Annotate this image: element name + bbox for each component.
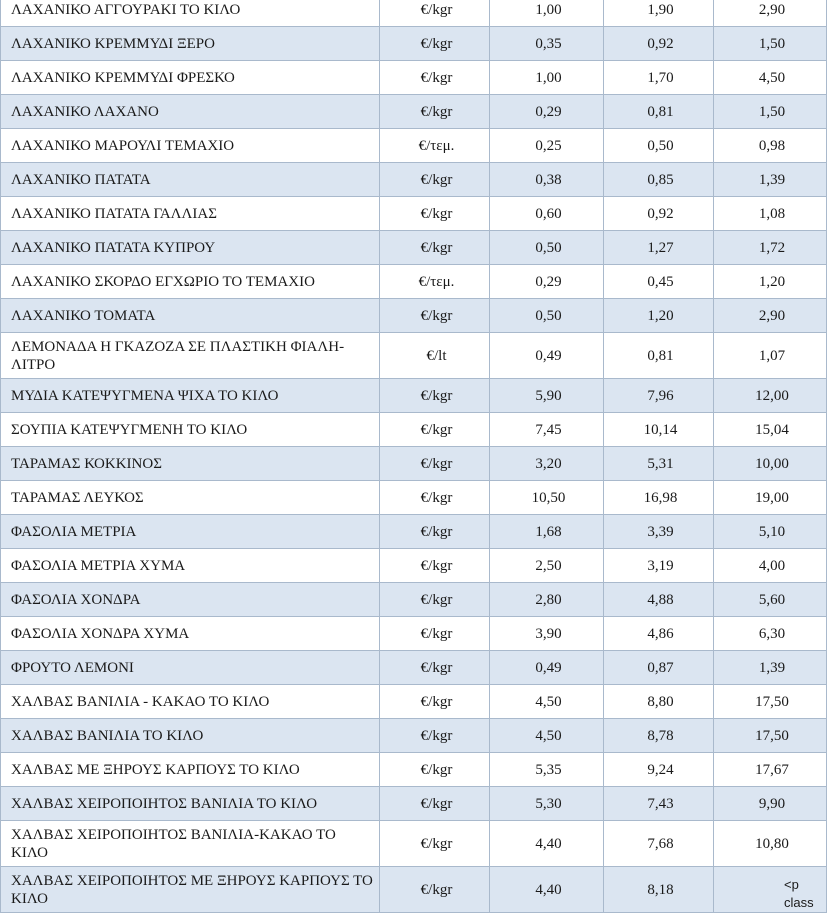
product-name-cell: ΦΑΣΟΛΙΑ ΧΟΝΔΡΑ: [1, 583, 380, 617]
avg-price-cell: 1,90: [604, 0, 714, 27]
max-price-cell: 17,50: [714, 719, 827, 753]
table-row: [1, 231, 827, 265]
table-row: [1, 617, 827, 651]
table-row: [1, 197, 827, 231]
min-price-cell: 2,80: [490, 583, 604, 617]
avg-price-cell: 0,81: [604, 333, 714, 379]
table-row: [1, 27, 827, 61]
avg-price-cell: 5,31: [604, 447, 714, 481]
unit-cell: €/kgr: [380, 867, 490, 913]
unit-cell: €/kgr: [380, 583, 490, 617]
avg-price-cell: 0,92: [604, 27, 714, 61]
unit-cell: €/kgr: [380, 651, 490, 685]
max-price-cell: 1,08: [714, 197, 827, 231]
unit-cell: €/kgr: [380, 163, 490, 197]
avg-price-cell: 0,85: [604, 163, 714, 197]
table-row: [1, 685, 827, 719]
unit-cell: €/kgr: [380, 299, 490, 333]
max-price-cell: 10,80: [714, 821, 827, 867]
min-price-cell: 3,20: [490, 447, 604, 481]
min-price-cell: 0,29: [490, 265, 604, 299]
max-price-cell: 17,50: [714, 685, 827, 719]
product-name-cell: ΛΑΧΑΝΙΚΟ ΤΟΜΑΤΑ: [1, 299, 380, 333]
unit-cell: €/kgr: [380, 753, 490, 787]
max-price-cell: 1,20: [714, 265, 827, 299]
product-name-cell: ΛΑΧΑΝΙΚΟ ΜΑΡΟΥΛΙ ΤΕΜΑΧΙΟ: [1, 129, 380, 163]
min-price-cell: 1,00: [490, 61, 604, 95]
max-price-cell: 19,00: [714, 481, 827, 515]
product-name-cell: ΧΑΛΒΑΣ ΧΕΙΡΟΠΟΙΗΤΟΣ ΒΑΝΙΛΙΑ-ΚΑΚΑΟ ΤΟ ΚΙΛΟ: [1, 821, 380, 867]
min-price-cell: 4,40: [490, 867, 604, 913]
max-price-cell: 9,90: [714, 787, 827, 821]
table-row: [1, 787, 827, 821]
min-price-cell: 5,35: [490, 753, 604, 787]
product-name-cell: ΧΑΛΒΑΣ ΒΑΝΙΛΙΑ - ΚΑΚΑΟ ΤΟ ΚΙΛΟ: [1, 685, 380, 719]
table-row: [1, 583, 827, 617]
table-row: [1, 549, 827, 583]
avg-price-cell: 7,43: [604, 787, 714, 821]
product-name-cell: ΛΑΧΑΝΙΚΟ ΠΑΤΑΤΑ ΚΥΠΡΟΥ: [1, 231, 380, 265]
max-price-cell: 1,39: [714, 163, 827, 197]
unit-cell: €/kgr: [380, 515, 490, 549]
avg-price-cell: 1,70: [604, 61, 714, 95]
max-price-cell: 4,00: [714, 549, 827, 583]
unit-cell: €/kgr: [380, 197, 490, 231]
avg-price-cell: 9,24: [604, 753, 714, 787]
avg-price-cell: 0,45: [604, 265, 714, 299]
avg-price-cell: 4,86: [604, 617, 714, 651]
table-row: [1, 299, 827, 333]
max-price-cell: 2,90: [714, 0, 827, 27]
min-price-cell: 0,50: [490, 231, 604, 265]
product-name-cell: ΦΑΣΟΛΙΑ ΜΕΤΡΙΑ: [1, 515, 380, 549]
product-name-cell: ΛΑΧΑΝΙΚΟ ΛΑΧΑΝΟ: [1, 95, 380, 129]
avg-price-cell: 0,87: [604, 651, 714, 685]
max-price-cell: 15,04: [714, 413, 827, 447]
table-row: [1, 481, 827, 515]
unit-cell: €/kgr: [380, 549, 490, 583]
table-row: [1, 265, 827, 299]
table-row: [1, 753, 827, 787]
min-price-cell: 0,38: [490, 163, 604, 197]
min-price-cell: 4,40: [490, 821, 604, 867]
min-price-cell: 1,00: [490, 0, 604, 27]
avg-price-cell: 1,20: [604, 299, 714, 333]
product-name-cell: ΜΥΔΙΑ ΚΑΤΕΨΥΓΜΕΝΑ ΨΙΧΑ ΤΟ ΚΙΛΟ: [1, 379, 380, 413]
min-price-cell: 4,50: [490, 685, 604, 719]
max-price-cell: 1,39: [714, 651, 827, 685]
unit-cell: €/kgr: [380, 413, 490, 447]
max-price-cell: 1,50: [714, 27, 827, 61]
min-price-cell: 0,60: [490, 197, 604, 231]
min-price-cell: 0,25: [490, 129, 604, 163]
table-row: [1, 129, 827, 163]
unit-cell: €/τεμ.: [380, 129, 490, 163]
table-row: [1, 95, 827, 129]
avg-price-cell: 3,39: [604, 515, 714, 549]
table-row: [1, 651, 827, 685]
min-price-cell: 1,68: [490, 515, 604, 549]
min-price-cell: 2,50: [490, 549, 604, 583]
unit-cell: €/τεμ.: [380, 265, 490, 299]
min-price-cell: 0,49: [490, 651, 604, 685]
product-name-cell: ΧΑΛΒΑΣ ΜΕ ΞΗΡΟΥΣ ΚΑΡΠΟΥΣ ΤΟ ΚΙΛΟ: [1, 753, 380, 787]
table-row: [1, 719, 827, 753]
table-row: [1, 163, 827, 197]
product-name-cell: ΦΑΣΟΛΙΑ ΧΟΝΔΡΑ ΧΥΜΑ: [1, 617, 380, 651]
min-price-cell: 4,50: [490, 719, 604, 753]
avg-price-cell: 0,50: [604, 129, 714, 163]
unit-cell: €/kgr: [380, 0, 490, 27]
product-name-cell: ΧΑΛΒΑΣ ΧΕΙΡΟΠΟΙΗΤΟΣ ΜΕ ΞΗΡΟΥΣ ΚΑΡΠΟΥΣ ΤΟ ΚΙΛΟ: [1, 867, 380, 913]
table-row: [1, 821, 827, 867]
max-price-cell: 5,60: [714, 583, 827, 617]
product-name-cell: ΛΑΧΑΝΙΚΟ ΚΡΕΜΜΥΔΙ ΦΡΕΣΚΟ: [1, 61, 380, 95]
min-price-cell: 3,90: [490, 617, 604, 651]
avg-price-cell: 10,14: [604, 413, 714, 447]
table-row: [1, 515, 827, 549]
min-price-cell: 0,50: [490, 299, 604, 333]
max-price-cell: 0,98: [714, 129, 827, 163]
table-row: [1, 413, 827, 447]
unit-cell: €/kgr: [380, 787, 490, 821]
product-name-cell: ΛΑΧΑΝΙΚΟ ΑΓΓΟΥΡΑΚΙ ΤΟ ΚΙΛΟ: [1, 0, 380, 27]
min-price-cell: 5,90: [490, 379, 604, 413]
max-price-cell: 12,00: [714, 379, 827, 413]
max-price-cell: 10,00: [714, 447, 827, 481]
unit-cell: €/kgr: [380, 821, 490, 867]
table-row: [1, 867, 827, 913]
table-row: [1, 333, 827, 379]
product-name-cell: ΤΑΡΑΜΑΣ ΚΟΚΚΙΝΟΣ: [1, 447, 380, 481]
unit-cell: €/lt: [380, 333, 490, 379]
unit-cell: €/kgr: [380, 95, 490, 129]
avg-price-cell: 4,88: [604, 583, 714, 617]
max-price-cell: 4,50: [714, 61, 827, 95]
max-price-cell: 6,30: [714, 617, 827, 651]
avg-price-cell: 8,18: [604, 867, 714, 913]
avg-price-cell: 3,19: [604, 549, 714, 583]
avg-price-cell: 8,80: [604, 685, 714, 719]
product-name-cell: ΦΡΟΥΤΟ ΛΕΜΟΝΙ: [1, 651, 380, 685]
product-name-cell: ΛΑΧΑΝΙΚΟ ΠΑΤΑΤΑ: [1, 163, 380, 197]
avg-price-cell: 16,98: [604, 481, 714, 515]
product-name-cell: ΦΑΣΟΛΙΑ ΜΕΤΡΙΑ ΧΥΜΑ: [1, 549, 380, 583]
min-price-cell: 5,30: [490, 787, 604, 821]
max-price-cell: 2,90: [714, 299, 827, 333]
max-price-cell: 1,50: [714, 95, 827, 129]
unit-cell: €/kgr: [380, 27, 490, 61]
unit-cell: €/kgr: [380, 719, 490, 753]
min-price-cell: 10,50: [490, 481, 604, 515]
min-price-cell: 7,45: [490, 413, 604, 447]
avg-price-cell: 1,27: [604, 231, 714, 265]
product-name-cell: ΛΑΧΑΝΙΚΟ ΠΑΤΑΤΑ ΓΑΛΛΙΑΣ: [1, 197, 380, 231]
unit-cell: €/kgr: [380, 61, 490, 95]
max-price-cell: 17,67: [714, 753, 827, 787]
unit-cell: €/kgr: [380, 685, 490, 719]
min-price-cell: 0,35: [490, 27, 604, 61]
unit-cell: €/kgr: [380, 231, 490, 265]
avg-price-cell: 7,96: [604, 379, 714, 413]
table-row: [1, 447, 827, 481]
table-row: [1, 379, 827, 413]
avg-price-cell: 8,78: [604, 719, 714, 753]
product-name-cell: ΤΑΡΑΜΑΣ ΛΕΥΚΟΣ: [1, 481, 380, 515]
product-name-cell: ΧΑΛΒΑΣ ΧΕΙΡΟΠΟΙΗΤΟΣ ΒΑΝΙΛΙΑ ΤΟ ΚΙΛΟ: [1, 787, 380, 821]
avg-price-cell: 0,81: [604, 95, 714, 129]
max-price-cell: <p class: [714, 867, 827, 913]
price-table-body: [1, 0, 827, 913]
table-row: [1, 61, 827, 95]
unit-cell: €/kgr: [380, 481, 490, 515]
avg-price-cell: 0,92: [604, 197, 714, 231]
min-price-cell: 0,29: [490, 95, 604, 129]
min-price-cell: 0,49: [490, 333, 604, 379]
max-price-cell: 5,10: [714, 515, 827, 549]
unit-cell: €/kgr: [380, 447, 490, 481]
product-name-cell: ΧΑΛΒΑΣ ΒΑΝΙΛΙΑ ΤΟ ΚΙΛΟ: [1, 719, 380, 753]
max-price-cell: 1,07: [714, 333, 827, 379]
product-name-cell: ΛΕΜΟΝΑΔΑ Η ΓΚΑΖΟΖΑ ΣΕ ΠΛΑΣΤΙΚΗ ΦΙΑΛΗ-ΛΙΤΡΟ: [1, 333, 380, 379]
max-price-cell: 1,72: [714, 231, 827, 265]
product-name-cell: ΛΑΧΑΝΙΚΟ ΚΡΕΜΜΥΔΙ ΞΕΡΟ: [1, 27, 380, 61]
product-name-cell: ΣΟΥΠΙΑ ΚΑΤΕΨΥΓΜΕΝΗ ΤΟ ΚΙΛΟ: [1, 413, 380, 447]
table-row: [1, 0, 827, 27]
avg-price-cell: 7,68: [604, 821, 714, 867]
unit-cell: €/kgr: [380, 617, 490, 651]
unit-cell: €/kgr: [380, 379, 490, 413]
product-name-cell: ΛΑΧΑΝΙΚΟ ΣΚΟΡΔΟ ΕΓΧΩΡΙΟ ΤΟ ΤΕΜΑΧΙΟ: [1, 265, 380, 299]
